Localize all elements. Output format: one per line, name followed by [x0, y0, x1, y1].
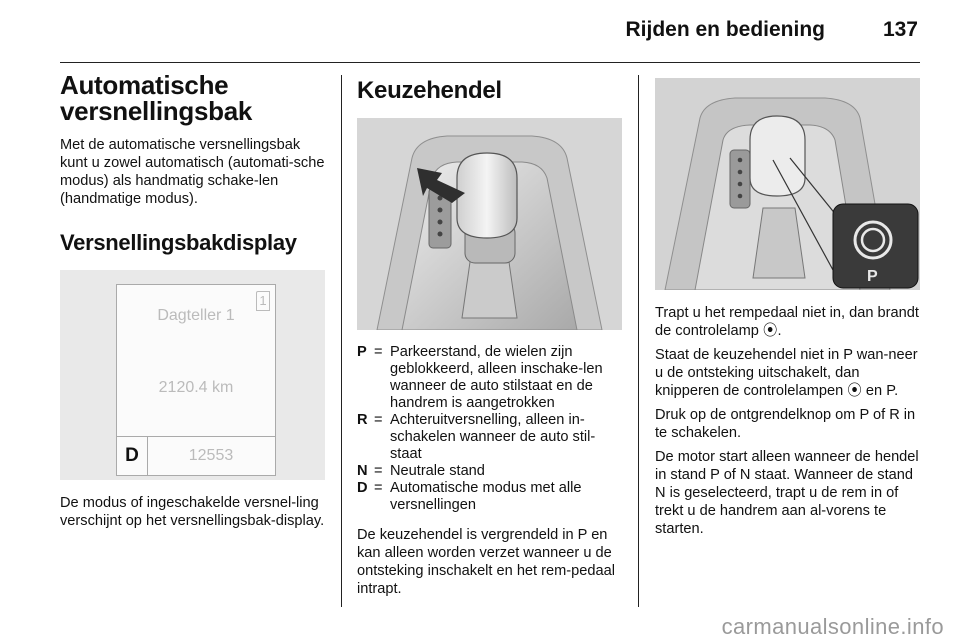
legend-description: Achteruitversnelling, alleen in-schakelen wanneer de auto stil-staat [390, 412, 596, 462]
display-caption: De modus of ingeschakelde versnel-ling verschijnt op het versnellingsbak-display. [60, 495, 325, 529]
brake-lamp-figure [655, 78, 920, 290]
intro-paragraph: Met de automatische versnellingsbak kunt u zowel automatisch (automati-sche modus) als handmatig schake-len (handmatige modus). [60, 137, 325, 207]
selector-lever-illustration [357, 118, 622, 330]
gear-positions-legend [357, 344, 622, 514]
legend-row-d [357, 480, 622, 514]
heading-automatic-gearbox: Automatische versnellingsbak [60, 70, 253, 126]
legend-description: Parkeerstand, de wielen zijn geblokkeerd, alleen inschake-len wanneer de auto stilstaat en de handrem is aangetrokken [390, 344, 603, 411]
legend-separator: = [374, 412, 383, 428]
legend-separator: = [374, 480, 383, 496]
legend-key: D [357, 480, 368, 496]
paragraph-blink-lamps: Staat de keuzehendel niet in P wan-neer u de ontsteking uitschakelt, dan knipperen de controlelampen ⦿ en P. [655, 347, 918, 399]
heading-selector-lever: Keuzehendel [357, 77, 502, 104]
column-2 [357, 72, 622, 598]
column-divider [638, 75, 639, 607]
legend-key: P [357, 344, 367, 360]
legend-description: Neutrale stand [390, 463, 485, 479]
legend-description: Automatische modus met alle versnellingen [390, 480, 582, 513]
paragraph-engine-start: De motor start alleen wanneer de hendel in stand P of N staat. Wanneer de stand N is geselecteerd, trapt u de rem in of trekt u de handrem aan al-vorens te starten. [655, 449, 919, 537]
lever-with-lamp-illustration [655, 78, 920, 290]
gear-indicator: D [117, 437, 148, 475]
instrument-display [116, 284, 276, 476]
paragraph-brake-lamp: Trapt u het rempedaal niet in, dan brandt de controlelamp ⦿. [655, 305, 919, 339]
selector-lever-figure [357, 118, 622, 330]
legend-row-n [357, 463, 622, 480]
heading-gearbox-display: Versnellingsbakdisplay [60, 230, 297, 255]
column-divider [341, 75, 342, 607]
paragraph-release-button: Druk op de ontgrendelknop om P of R in te schakelen. [655, 407, 916, 441]
odometer-value: 12553 [188, 447, 234, 464]
page-header [60, 0, 920, 63]
legend-separator: = [374, 344, 383, 360]
column-3 [655, 72, 920, 538]
legend-separator: = [374, 463, 383, 479]
legend-row-p [357, 344, 622, 412]
legend-key: N [357, 463, 368, 479]
legend-key: R [357, 412, 368, 428]
trip-value: 2120.4 km [158, 379, 234, 396]
trip-label: Dagteller 1 [157, 307, 235, 324]
page-number: 137 [882, 18, 918, 41]
inset-lamp-p: P [867, 268, 878, 285]
trip-counter-icon: 1 [256, 291, 270, 311]
section-title: Rijden en bediening [625, 18, 825, 41]
legend-row-r [357, 412, 622, 463]
column-1 [60, 72, 325, 530]
gearbox-display-figure [60, 270, 325, 480]
watermark: carmanualsonline.info [721, 614, 944, 639]
lever-lock-paragraph: De keuzehendel is vergrendeld in P en kan alleen worden verzet wanneer u de ontsteking inschakelt en het rem-pedaal intrapt. [357, 527, 615, 597]
